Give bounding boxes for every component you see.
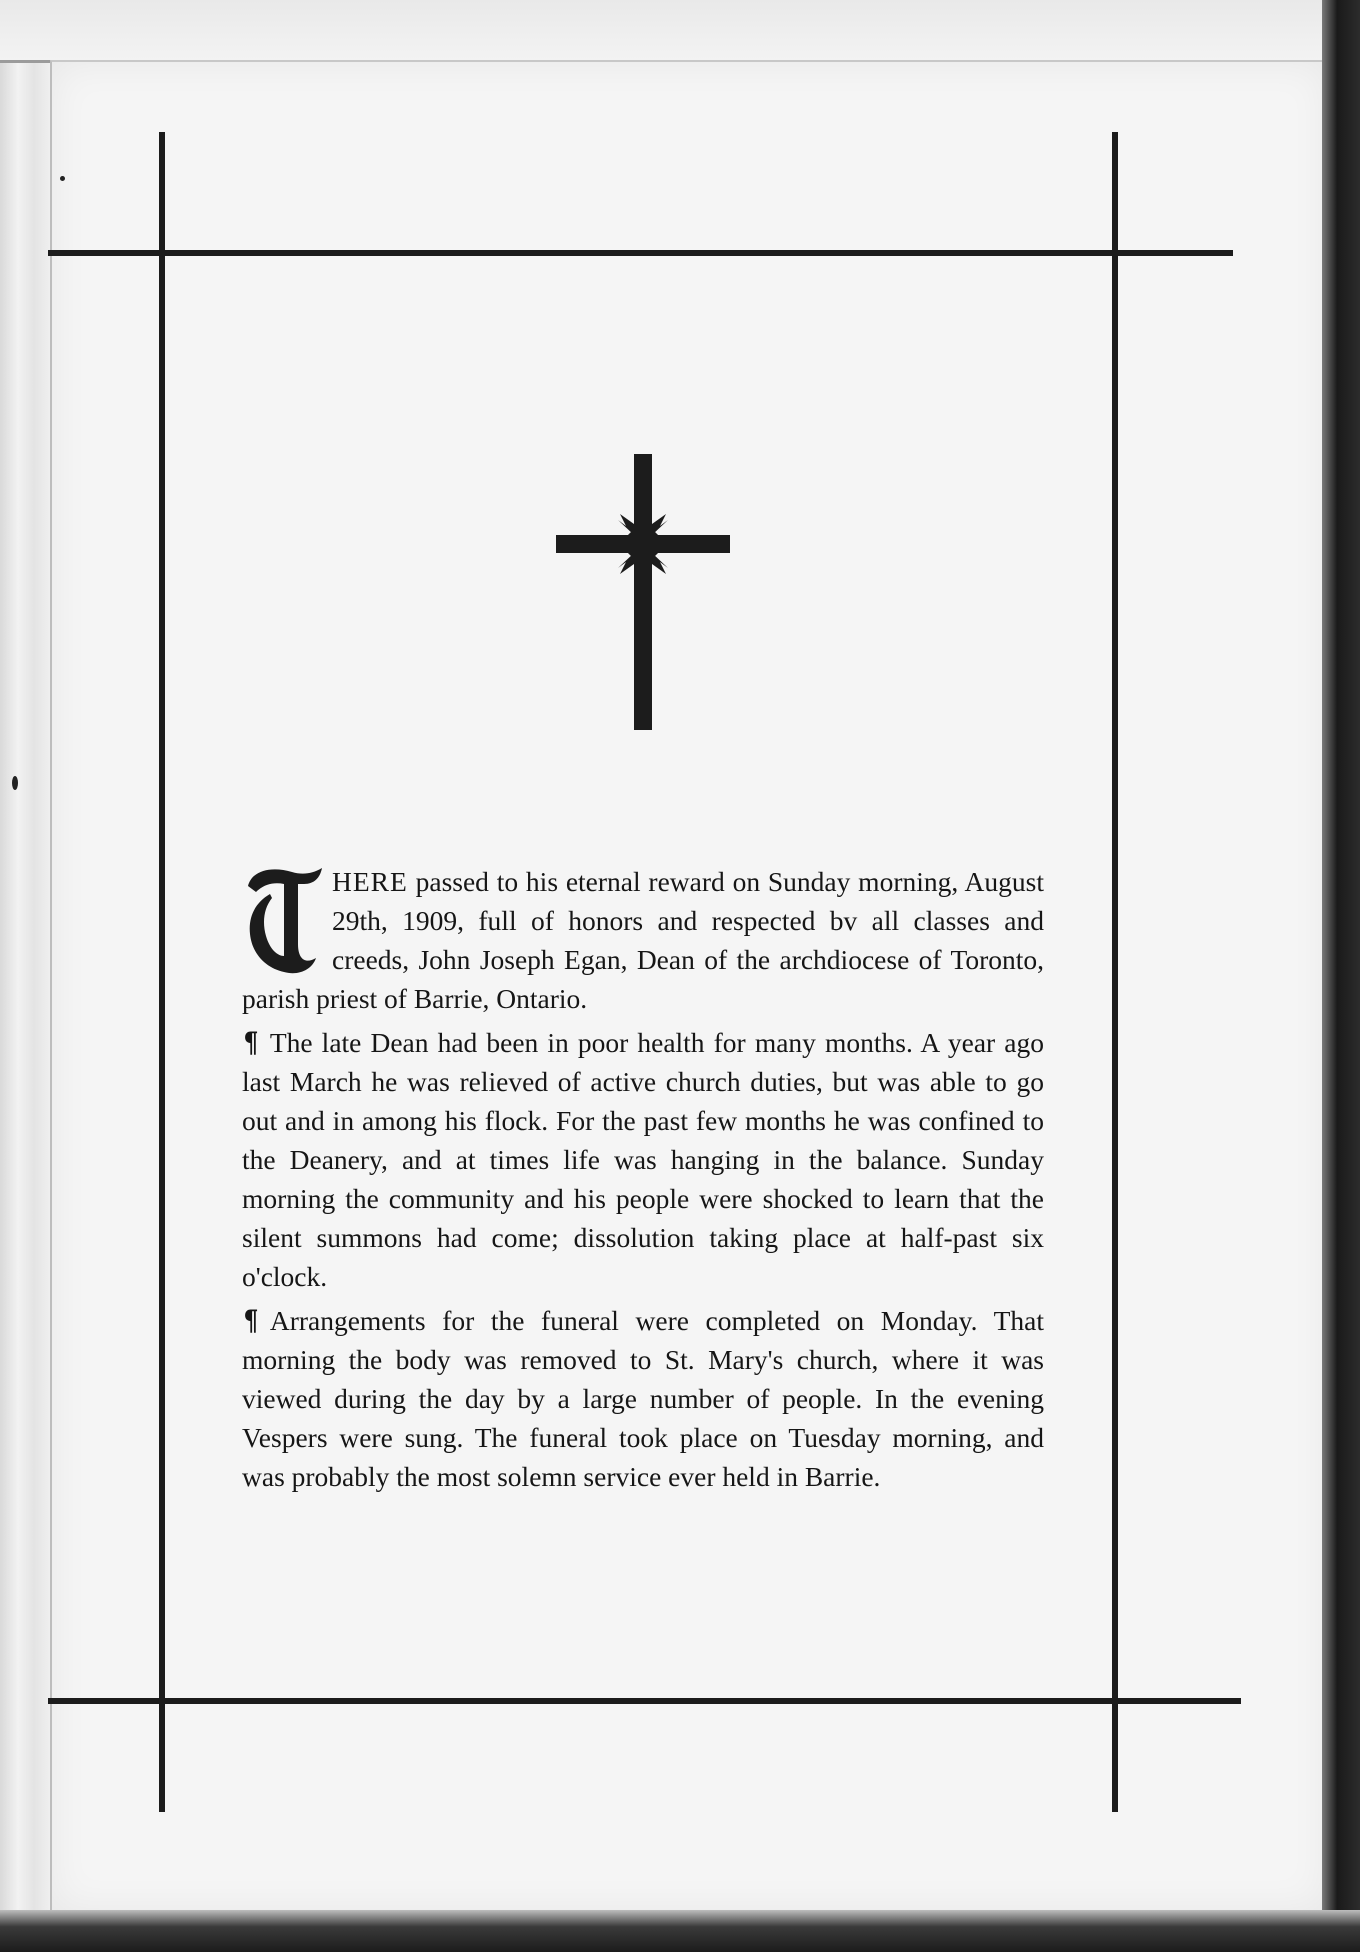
page-right-edge <box>1322 0 1360 1952</box>
border-rule-right <box>1112 132 1118 1812</box>
border-rule-left <box>159 132 165 1812</box>
paragraph-health <box>242 1023 1044 1296</box>
border-rule-bottom <box>48 1698 1241 1704</box>
pilcrow-icon: ¶ <box>243 1304 259 1337</box>
paragraph-opening <box>242 862 1044 1018</box>
border-rule-top <box>48 250 1233 256</box>
ink-speck <box>12 776 18 790</box>
paragraph-funeral <box>242 1301 1044 1496</box>
pilcrow-icon: ¶ <box>243 1026 259 1059</box>
page-top-edge <box>0 0 1330 63</box>
ink-speck <box>60 176 65 181</box>
obituary-text <box>242 862 1044 1496</box>
page-bottom-edge <box>0 1910 1360 1952</box>
paragraph-text: Arrangements for the funeral were completed on Monday. That morning the body was removed to St. Mary's church, where it was viewed during the day by a large number of people. In the evening Vespers were sung. The funeral took place on Tuesday morning, and was probably the most solemn service ever held in Barrie. <box>242 1305 1044 1492</box>
paragraph-text: The late Dean had been in poor health for many months. A year ago last March he was relieved of active church duties, but was able to go out and in among his flock. For the past few months he was confined to the Deanery, and at times life was hanging in the balance. Sunday morning the community and his people were shocked to learn that the silent summons had come; dissolution taking place at half-past six o'clock. <box>242 1027 1044 1292</box>
cross-ornament-icon <box>556 454 730 730</box>
paragraph-text: passed to his eternal reward on Sunday morning, August 29th, 1909, full of honors and respected bv all classes and creeds, John Joseph Egan, Dean of the archdiocese of Toronto, parish priest of Barrie, Ontario. <box>242 866 1044 1014</box>
dropcap-t-icon <box>242 864 326 976</box>
opening-word: HERE <box>332 866 408 897</box>
